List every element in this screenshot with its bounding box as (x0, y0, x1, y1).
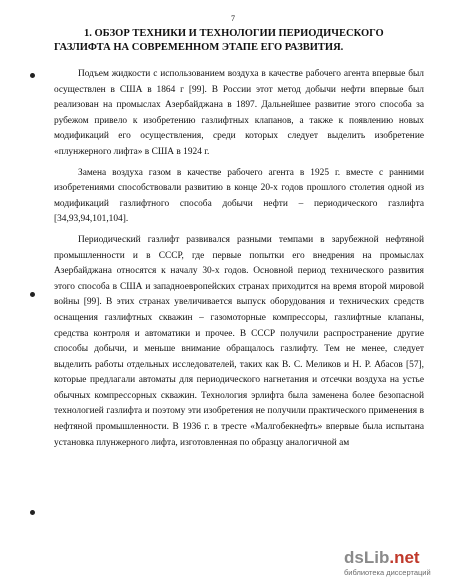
paragraph-2: Замена воздуха газом в качестве рабочего агента в 1925 г. вместе с ранними изобретениями способствовали развитию в конце 20-х годов прошлого столетия одной из модификаций газлифтного способа добычи нефти – периодического газлифта [34,93,94,101,104]. (54, 167, 424, 225)
binding-hole-bottom (30, 510, 35, 515)
body-text (54, 67, 424, 456)
watermark-subtitle: библиотека диссертаций (344, 568, 431, 577)
paragraph-1: Подъем жидкости с использованием воздуха в качестве рабочего агента впервые был осуществлен в США в 1864 г [99]. В России этот метод добычи нефти впервые был реализован на промыслах Азербайджана в 1897. Дальнейшее развитие этого способа за рубежом привело к изобретению газлифтных клапанов, а также к появлению новых модификаций его осуществления, среди которых следует выделить изобретение «плунжерного лифта» в США в 1924 г. (54, 69, 424, 157)
binding-hole-top (30, 73, 35, 78)
binding-hole-middle (30, 292, 35, 297)
watermark-logo: dsLib.net (344, 548, 420, 567)
page-number: 7 (231, 14, 235, 23)
paragraph-3: Периодический газлифт развивался разными темпами в зарубежной нефтяной промышленности и в СССР, где первые попытки его внедрения на промыслах Азербайджана относятся к началу 30-х годов. Основной период технического развития этого способа в США и западноевропейских странах приходится на время второй мировой войны [99]. В этих странах увеличивается выпуск оборудования и технических средств оснащения газлифтных скважин – газомоторные компрессоры, газлифтные клапаны, средства контроля и автоматики и прочее. В СССР получили распространение другие способы добычи, и меньше внимание обращалось газлифту. Тем не менее, следует выделить работы отдельных исследователей, таких как В. С. Меликов и Н. Р. Абасов [57], которые предлагали автоматы для периодического нагнетания и отсечки воздуха на устье обычных компрессорных скважин. Технология эрлифта была заменена более безопасной технологией газлифта и поэтому эти изобретения не получили практического применения в нефтяной промышленности. В 1936 г. в тресте «Малгобекнефть» впервые была испытана установка плунжерного лифта, изготовленная по образцу аналогичной ам (54, 234, 424, 448)
watermark[interactable] (340, 550, 450, 582)
section-heading: 1. ОБЗОР ТЕХНИКИ И ТЕХНОЛОГИИ ПЕРИОДИЧЕСКОГО ГАЗЛИФТА НА СОВРЕМЕННОМ ЭТАПЕ ЕГО РАЗВИТИЯ. (54, 28, 384, 53)
